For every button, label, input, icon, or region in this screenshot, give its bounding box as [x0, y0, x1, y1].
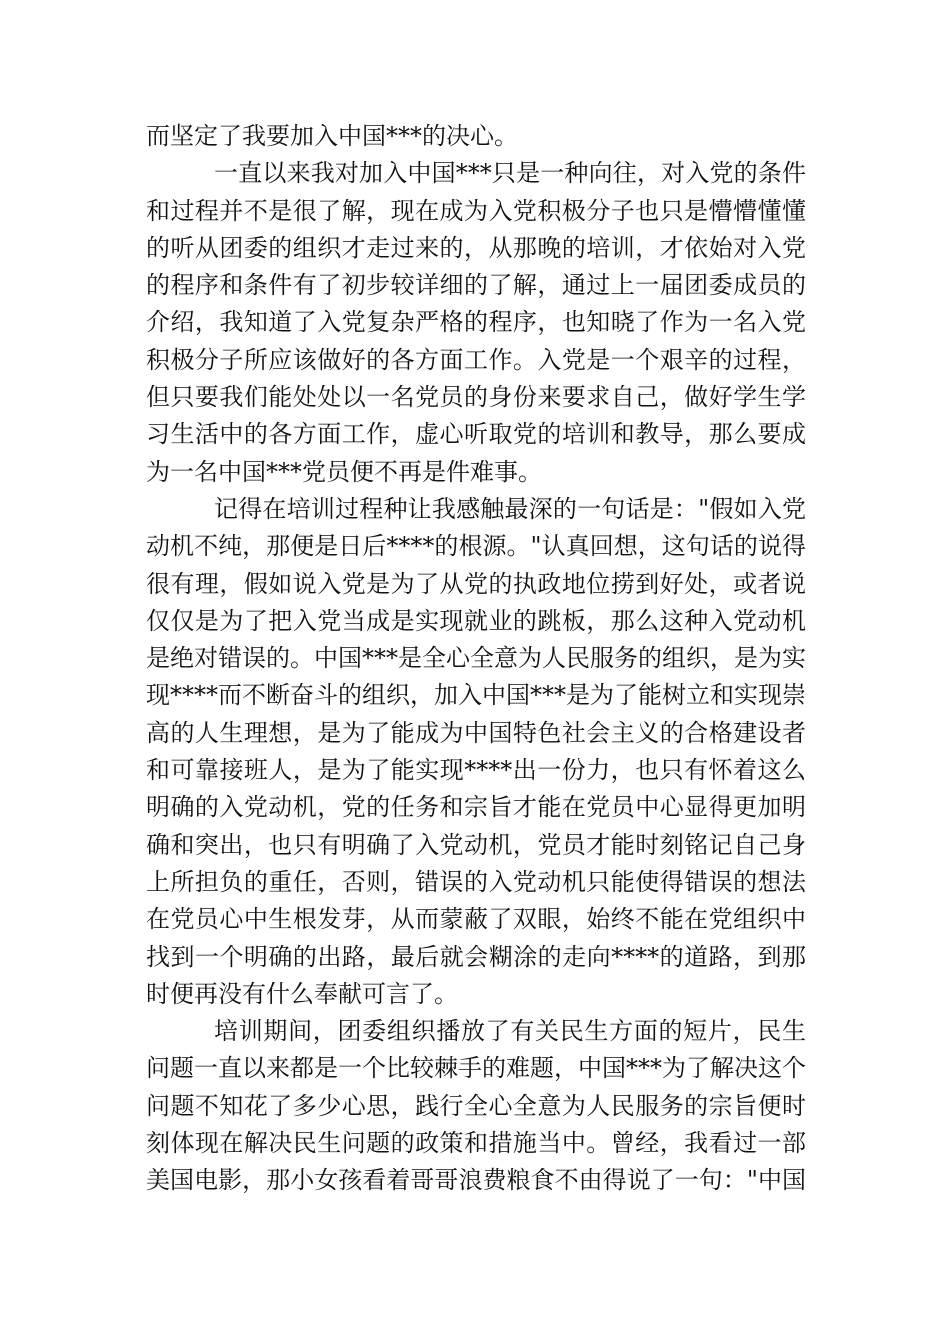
- text-line: 仅仅是为了把入党当成是实现就业的跳板，那么这种入党动机: [146, 606, 806, 635]
- text-line: 上所担负的重任，否则，错误的入党动机只能使得错误的想法: [146, 867, 806, 896]
- text-line: 和过程并不是很了解，现在成为入党积极分子也只是懵懵懂懂: [146, 196, 806, 225]
- text-line: 习生活中的各方面工作，虚心听取党的培训和教导，那么要成: [146, 420, 806, 449]
- text-line: 很有理，假如说入党是为了从党的执政地位捞到好处，或者说: [146, 569, 806, 598]
- text-line: 介绍，我知道了入党复杂严格的程序，也知晓了作为一名入党: [146, 308, 806, 337]
- body-text: [146, 118, 806, 1200]
- text-line: 而坚定了我要加入中国***的决心。: [146, 122, 518, 150]
- text-line: 高的人生理想，是为了能成为中国特色社会主义的合格建设者: [146, 718, 806, 747]
- text-line: 为一名中国***党员便不再是件难事。: [146, 457, 542, 486]
- text-line: 但只要我们能处处以一名党员的身份来要求自己，做好学生学: [146, 383, 806, 412]
- text-line: 记得在培训过程种让我感触最深的一句话是："假如入党: [214, 494, 806, 523]
- text-line: 刻体现在解决民生问题的政策和措施当中。曾经，我看过一部: [146, 1129, 806, 1158]
- text-line: 美国电影，那小女孩看着哥哥浪费粮食不由得说了一句："中国: [146, 1166, 806, 1195]
- text-line: 培训期间，团委组织播放了有关民生方面的短片，民生: [214, 1017, 806, 1046]
- text-line: 现****而不断奋斗的组织，加入中国***是为了能树立和实现崇: [146, 681, 806, 710]
- text-line: 和可靠接班人，是为了能实现****出一份力，也只有怀着这么: [146, 756, 806, 785]
- text-line: 时便再没有什么奉献可言了。: [146, 979, 458, 1008]
- text-line: 动机不纯，那便是日后****的根源。"认真回想，这句话的说得: [146, 532, 806, 561]
- text-line: 明确的入党动机，党的任务和宗旨才能在党员中心显得更加明: [146, 793, 806, 822]
- text-line: 一直以来我对加入中国***只是一种向往，对入党的条件: [214, 159, 806, 188]
- text-line: 积极分子所应该做好的各方面工作。入党是一个艰辛的过程，: [146, 345, 806, 374]
- text-line: 确和突出，也只有明确了入党动机，党员才能时刻铭记自己身: [146, 830, 806, 859]
- text-line: 是绝对错误的。中国***是全心全意为人民服务的组织，是为实: [146, 644, 806, 673]
- text-line: 问题不知花了多少心思，践行全心全意为人民服务的宗旨便时: [146, 1091, 806, 1120]
- text-line: 的程序和条件有了初步较详细的了解，通过上一届团委成员的: [146, 271, 806, 300]
- text-line: 在党员心中生根发芽，从而蒙蔽了双眼，始终不能在党组织中: [146, 905, 806, 934]
- text-line: 的听从团委的组织才走过来的，从那晚的培训，才依始对入党: [146, 233, 806, 262]
- text-line: 问题一直以来都是一个比较棘手的难题，中国***为了解决这个: [146, 1054, 806, 1083]
- text-line: 找到一个明确的出路，最后就会糊涂的走向****的道路，到那: [146, 942, 806, 971]
